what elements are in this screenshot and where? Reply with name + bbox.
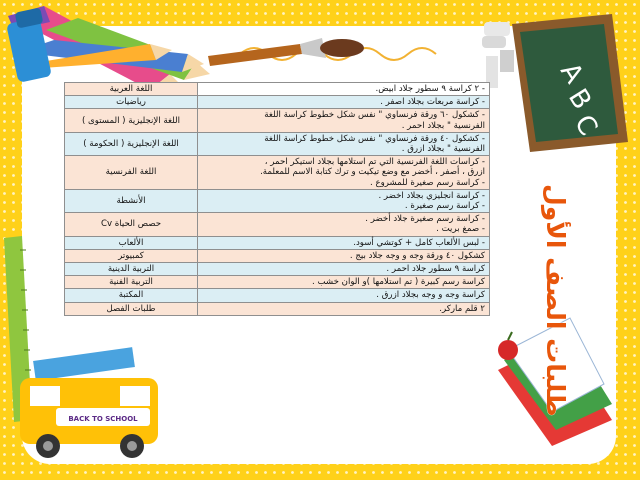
subject-cell: رياضيات: [65, 96, 198, 109]
page-title: طلبات الصف الأول: [541, 183, 570, 417]
requirement-line: كشكول ٤٠ ورقة وجه و وجه جلاد بيج .: [349, 250, 485, 261]
subject-cell: اللغة الإنجليزية ( المستوى ): [65, 109, 198, 132]
supplies-table: [64, 82, 490, 316]
requirement-line: الفرنسية " بجلاد احمر .: [401, 120, 485, 131]
requirement-line: كراسة رسم كبيرة ( تم استلامها )و الوان خشب .: [312, 277, 485, 288]
table-row: [65, 156, 490, 190]
requirements-cell: [198, 96, 490, 109]
requirement-line: - صمغ بريت .: [436, 224, 485, 235]
requirement-line: - كشكول ٤٠ ورقة فرنساوي " نفس شكل خطوط كراسة اللغة: [264, 133, 485, 144]
requirement-line: - كراسة انجليزي بجلاد اخضر .: [378, 190, 485, 201]
requirement-line: - كراسة رسم صغيرة للمشروع .: [370, 177, 485, 188]
table-row: [65, 132, 490, 155]
apple-icon: [498, 340, 518, 360]
table-row: [65, 249, 490, 262]
requirement-line: - كراسة رسم صغيرة جلاد أخضر .: [365, 214, 485, 225]
requirement-line: - كراسات اللغة الفرنسية التي تم استلامها بجلاد استيكر احمر ،: [264, 157, 485, 168]
subject-cell: اللغة الفرنسية: [65, 156, 198, 190]
requirements-cell: [198, 289, 490, 302]
table-row: [65, 189, 490, 212]
chalk-icon: [484, 22, 510, 36]
chalk-letter-c: C: [568, 109, 604, 142]
requirements-cell: [198, 156, 490, 190]
requirements-cell: [198, 236, 490, 249]
requirements-cell: [198, 109, 490, 132]
requirement-line: كراسة ٩ سطور جلاد احمر .: [386, 264, 485, 275]
requirement-line: كراسة وجه و وجه بجلاد ازرق .: [376, 290, 485, 301]
requirement-line: - كراسة رسم صغيرة .: [404, 201, 485, 212]
requirements-cell: [198, 213, 490, 236]
requirements-cell: [198, 83, 490, 96]
subject-cell: التربية الفنية: [65, 276, 198, 289]
table-row: [65, 109, 490, 132]
subject-cell: كمبيوتر: [65, 249, 198, 262]
requirement-line: ٢ قلم ماركر.: [439, 303, 485, 314]
table-row: [65, 96, 490, 109]
bus-sign: BACK TO SCHOOL: [68, 415, 138, 423]
supplies-table-body: [65, 83, 490, 316]
subject-cell: حصص الحياة Cv: [65, 213, 198, 236]
table-row: [65, 213, 490, 236]
requirements-cell: [198, 276, 490, 289]
subject-cell: الألعاب: [65, 236, 198, 249]
subject-cell: طلبات الفصل: [65, 302, 198, 315]
subject-cell: اللغة العربية: [65, 83, 198, 96]
requirements-cell: [198, 249, 490, 262]
table-row: [65, 236, 490, 249]
subject-cell: الأنشطة: [65, 189, 198, 212]
table-row: [65, 83, 490, 96]
requirements-cell: [198, 263, 490, 276]
subject-cell: التربية الدينية: [65, 263, 198, 276]
requirements-cell: [198, 302, 490, 315]
table-row: [65, 263, 490, 276]
chalk-letter-b: B: [562, 83, 597, 115]
requirement-line: - لبس الألعاب كامل + كوتشي أسود.: [353, 237, 485, 248]
requirement-line: - كشكول ٦٠ ورقة فرنساوي " نفس شكل خطوط كراسة اللغة: [264, 110, 485, 121]
requirement-line: الفرنسية " بجلاد ازرق .: [401, 144, 485, 155]
subject-cell: المكتبة: [65, 289, 198, 302]
chalk-letter-a: A: [554, 57, 589, 89]
subject-cell: اللغة الإنجليزية ( الحكومة ): [65, 132, 198, 155]
table-row: [65, 302, 490, 315]
requirement-line: - ٢ كراسة ٩ سطور جلاد ابيض.: [375, 84, 485, 94]
requirements-cell: [198, 132, 490, 155]
requirements-cell: [198, 189, 490, 212]
table-row: [65, 276, 490, 289]
requirement-line: - كراسة مربعات بجلاد اصفر .: [380, 97, 485, 108]
requirement-line: ازرق ، أصفر ، أخضر مع وضع تيكيت و ترك كتابة الاسم للمعلمة.: [260, 167, 485, 178]
table-row: [65, 289, 490, 302]
